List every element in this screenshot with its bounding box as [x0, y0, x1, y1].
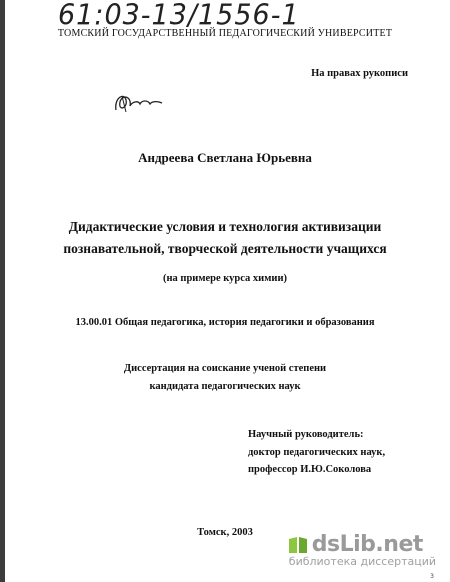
- advisor-line: Научный руководитель:: [248, 429, 364, 440]
- dissertation-subtitle: (на примере курса химии): [162, 273, 287, 284]
- author-name: Андреева Светлана Юрьевна: [138, 150, 312, 165]
- advisor-line: профессор И.Ю.Соколова: [248, 464, 372, 475]
- title-line: Дидактические условия и технология активизации: [68, 219, 382, 234]
- degree-statement: [0, 360, 450, 396]
- advisor-block: [248, 426, 385, 479]
- rights-note: На правах рукописи: [311, 68, 408, 79]
- city-year: Томск, 2003: [197, 527, 253, 538]
- book-icon: [287, 534, 309, 556]
- university-name: ТОМСКИЙ ГОСУДАРСТВЕННЫЙ ПЕДАГОГИЧЕСКИЙ УНИВЕРСИТЕТ: [57, 28, 393, 39]
- watermark-tagline: библиотека диссертаций: [288, 555, 436, 568]
- degree-line: Диссертация на соискание ученой степени: [123, 363, 327, 374]
- advisor-line: доктор педагогических наук,: [248, 446, 386, 458]
- title-line: познавательной, творческой деятельности учащихся: [63, 241, 387, 256]
- dissertation-title: [0, 216, 450, 260]
- signature-image: [110, 88, 170, 118]
- archive-code: 61:03-13/1556-1: [58, 0, 300, 32]
- degree-line: кандидата педагогических наук: [149, 381, 301, 392]
- watermark-brand: dsLib.net: [311, 532, 423, 557]
- corner-mark: 3: [430, 573, 434, 580]
- watermark-logo: [287, 532, 436, 557]
- specialty-code: 13.00.01 Общая педагогика, история педагогики и образования: [75, 317, 375, 328]
- scan-edge: [0, 0, 5, 582]
- watermark[interactable]: [287, 532, 436, 568]
